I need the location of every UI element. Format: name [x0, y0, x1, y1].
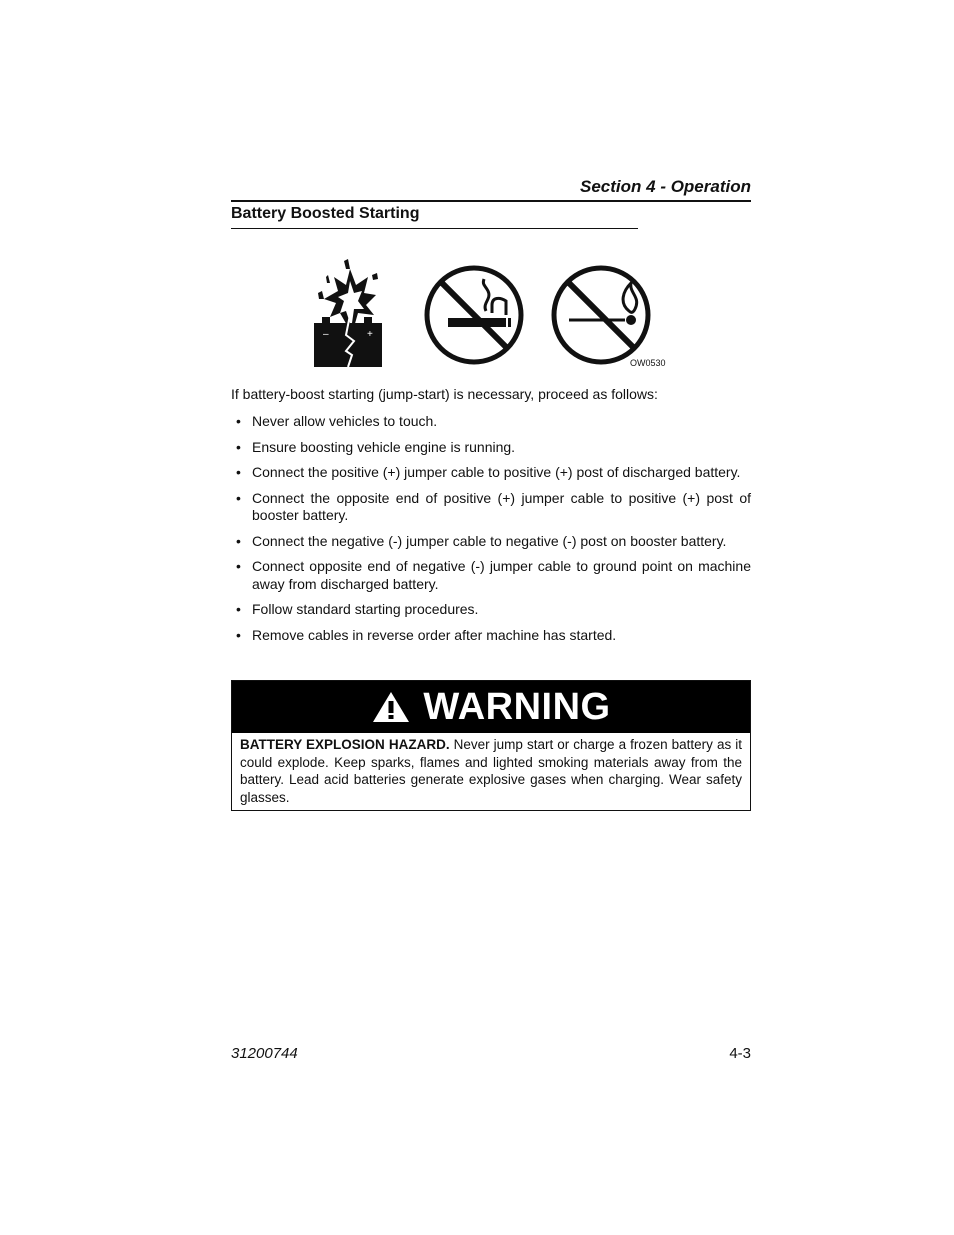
intro-text: If battery-boost starting (jump-start) is necessary, proceed as follows: [231, 386, 658, 402]
bullet-glyph: • [236, 489, 241, 506]
list-item-text: Remove cables in reverse order after machine has started. [252, 626, 617, 643]
no-open-flame-icon [549, 263, 653, 367]
warning-lead: BATTERY EXPLOSION HAZARD. [240, 737, 450, 752]
svg-text:–: – [323, 329, 329, 340]
list-item-text: Connect the positive (+) jumper cable to positive (+) post of discharged battery. [252, 464, 741, 480]
list-item [231, 533, 751, 551]
warning-title: WARNING [423, 685, 611, 728]
warning-text: Never jump start or charge a frozen battery as it could explode. Keep sparks, flames and lighted smoking materials away from the battery. Lead acid batteries generate explosive gases when charging. Wear safety glasses. [240, 737, 743, 805]
hazard-figure [310, 255, 670, 375]
list-item-text: Connect the opposite end of positive (+) jumper cable to positive (+) post of booster battery. [252, 489, 751, 523]
bullet-glyph: • [236, 558, 241, 574]
list-item [231, 439, 751, 457]
bullet-glyph: • [236, 626, 241, 643]
doc-number: 31200744 [231, 1045, 298, 1062]
list-item [231, 490, 751, 525]
bullet-glyph: • [236, 438, 241, 455]
list-item [231, 627, 751, 645]
alert-triangle-icon [371, 690, 411, 724]
no-smoking-icon [422, 263, 526, 367]
list-item-text: Connect opposite end of negative (-) jumper cable to ground point on machine away from discharged battery. [252, 558, 751, 592]
list-item-text: Connect the negative (-) jumper cable to negative (-) post on booster battery. [252, 532, 727, 549]
list-item-text: Ensure boosting vehicle engine is running. [252, 438, 516, 455]
list-item [231, 601, 751, 619]
bullet-glyph: • [236, 413, 241, 429]
battery-explosion-icon [310, 255, 390, 370]
svg-text:+: + [367, 329, 373, 340]
list-item-text: Never allow vehicles to touch. [252, 413, 438, 429]
figure-code: OW0530 [630, 358, 666, 368]
warning-box [231, 680, 751, 811]
bullet-list [231, 413, 751, 652]
list-item [231, 413, 751, 431]
warning-body [232, 733, 750, 810]
bullet-glyph: • [236, 601, 241, 617]
list-item-text: Follow standard starting procedures. [252, 601, 479, 617]
bullet-glyph: • [236, 464, 241, 480]
page-number: 4-3 [729, 1045, 751, 1062]
section-header: Section 4 - Operation [231, 177, 751, 202]
warning-header [232, 681, 750, 733]
list-item [231, 558, 751, 593]
page-title: Battery Boosted Starting [231, 205, 638, 229]
list-item [231, 464, 751, 482]
bullet-glyph: • [236, 532, 241, 549]
